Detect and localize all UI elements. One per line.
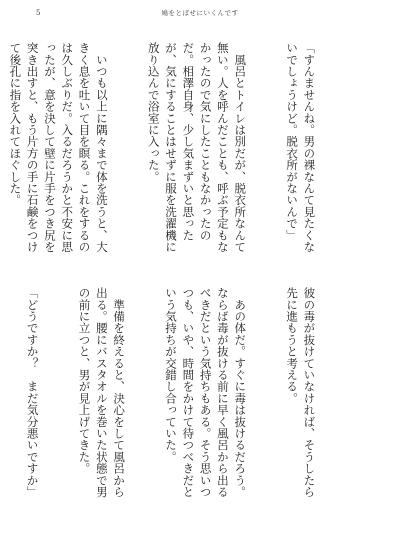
paragraph: いつも以上に隅々まで体を洗うと、大きく息を吐いて目を瞑る。これをするのは久しぶりだ。入るだろうかと不安に思ったが、意を決して壁に片手をつき尻を突き出すと、もう片方の手に石鹸をつけて後孔に指を入れてほぐした。 bbox=[8, 42, 109, 253]
page-number: 5 bbox=[36, 9, 41, 17]
running-title: 鳩をとばせにいくんです bbox=[161, 9, 239, 17]
paragraph: 「すんませんね。男の裸なんて見たくないでしょうけど。脱衣所がないんで」 bbox=[285, 42, 317, 253]
paragraph: 風呂とトイレは別だが、脱衣所なんて無い。人を呼んだことも、呼ぶ予定もなかったので気にしたこともなかったのだ。相澤自身、少し気まずいと思ったが、気にすることはせずに服を洗濯機に放り込んで浴室に入った。 bbox=[146, 42, 248, 253]
paragraph: 彼の毒が抜けていなければ、そうしたら先に進もうと考える。 bbox=[285, 287, 317, 498]
lower-text-block bbox=[17, 287, 352, 502]
paragraph: 準備を終えると、決心をして風呂から出る。腰にバスタオルを巻いた状態で男の前に立つと、男が見上げてきた。 bbox=[77, 287, 127, 498]
upper-text-block bbox=[8, 42, 352, 257]
paragraph: 「どうですか？ まだ気分悪いですか」 bbox=[25, 287, 40, 498]
paragraph: あの体だ。すぐに毒は抜けるだろう。ならば毒が抜ける前に早く風呂から出るべきだという気持ちもある。そう思いつつも、いや、時間をかけて待つべきだという気持ちが交錯し合っていた。 bbox=[164, 287, 248, 498]
